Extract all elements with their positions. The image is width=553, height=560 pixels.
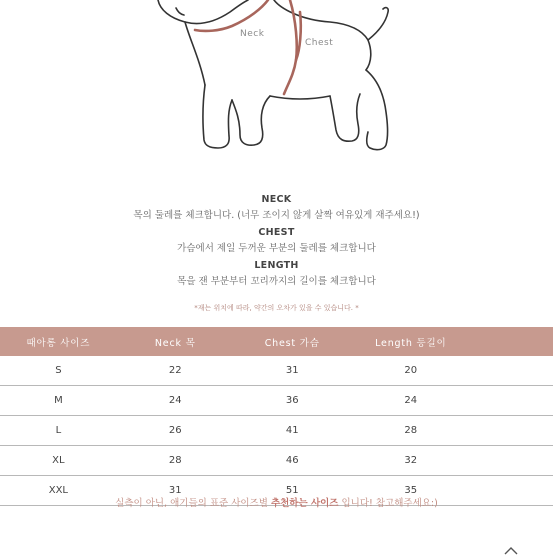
- chest-cell: 41: [234, 416, 351, 446]
- header-size: 때아롱 사이즈: [0, 327, 117, 356]
- dog-outline-drawing: [0, 0, 553, 180]
- measurement-note: *재는 위치에 따라, 약간의 오차가 있을 수 있습니다. *: [194, 304, 359, 312]
- chevron-up-icon: [503, 544, 519, 556]
- size-table: [0, 327, 553, 506]
- chest-diagram-label: Chest: [305, 38, 334, 48]
- header-neck: Neck 목: [117, 327, 234, 356]
- measure-strap: [195, 0, 301, 94]
- size-cell: S: [0, 356, 117, 386]
- length-title: LENGTH: [254, 260, 299, 271]
- neck-cell: 22: [117, 356, 234, 386]
- chest-text: 가슴에서 제일 두꺼운 부분의 둘레를 체크합니다: [177, 243, 376, 254]
- neck-cell: 31: [117, 476, 234, 506]
- empty-cell: [471, 416, 553, 446]
- empty-cell: [471, 356, 553, 386]
- chest-cell: 51: [234, 476, 351, 506]
- table-row: [0, 386, 553, 416]
- size-cell: XXL: [0, 476, 117, 506]
- footer-text-2: 입니다! 참고해주세요:): [338, 498, 438, 509]
- neck-cell: 26: [117, 416, 234, 446]
- table-header-row: [0, 327, 553, 356]
- neck-diagram-label: Neck: [240, 29, 265, 39]
- neck-text: 목의 둘레를 체크합니다. (너무 조이지 않게 살짝 여유있게 재주세요!): [133, 210, 420, 221]
- length-cell: 28: [351, 416, 471, 446]
- header-length: Length 등길이: [351, 327, 471, 356]
- table-row: [0, 356, 553, 386]
- size-cell: XL: [0, 446, 117, 476]
- table-row: [0, 446, 553, 476]
- length-cell: 20: [351, 356, 471, 386]
- neck-cell: 24: [117, 386, 234, 416]
- neck-title: NECK: [261, 194, 292, 205]
- header-chest: Chest 가슴: [234, 327, 351, 356]
- header-empty: [471, 327, 553, 356]
- length-cell: 32: [351, 446, 471, 476]
- chest-cell: 46: [234, 446, 351, 476]
- chest-title: CHEST: [258, 227, 295, 238]
- footer-text-1: 실측이 아닌, 애기들의 표준 사이즈별: [115, 498, 271, 509]
- recommendation-note: [0, 495, 553, 509]
- dog-illustration: [0, 0, 553, 180]
- size-cell: M: [0, 386, 117, 416]
- scroll-top-icon[interactable]: [503, 541, 519, 553]
- neck-cell: 28: [117, 446, 234, 476]
- size-cell: L: [0, 416, 117, 446]
- empty-cell: [471, 386, 553, 416]
- measurement-description: [0, 192, 553, 291]
- footer-bold: 추천하는 사이즈: [270, 498, 339, 509]
- length-cell: 24: [351, 386, 471, 416]
- empty-cell: [471, 446, 553, 476]
- chest-cell: 36: [234, 386, 351, 416]
- chest-cell: 31: [234, 356, 351, 386]
- length-cell: 35: [351, 476, 471, 506]
- table-row: [0, 416, 553, 446]
- length-text: 목을 잰 부분부터 꼬리까지의 길이를 체크합니다: [177, 276, 376, 287]
